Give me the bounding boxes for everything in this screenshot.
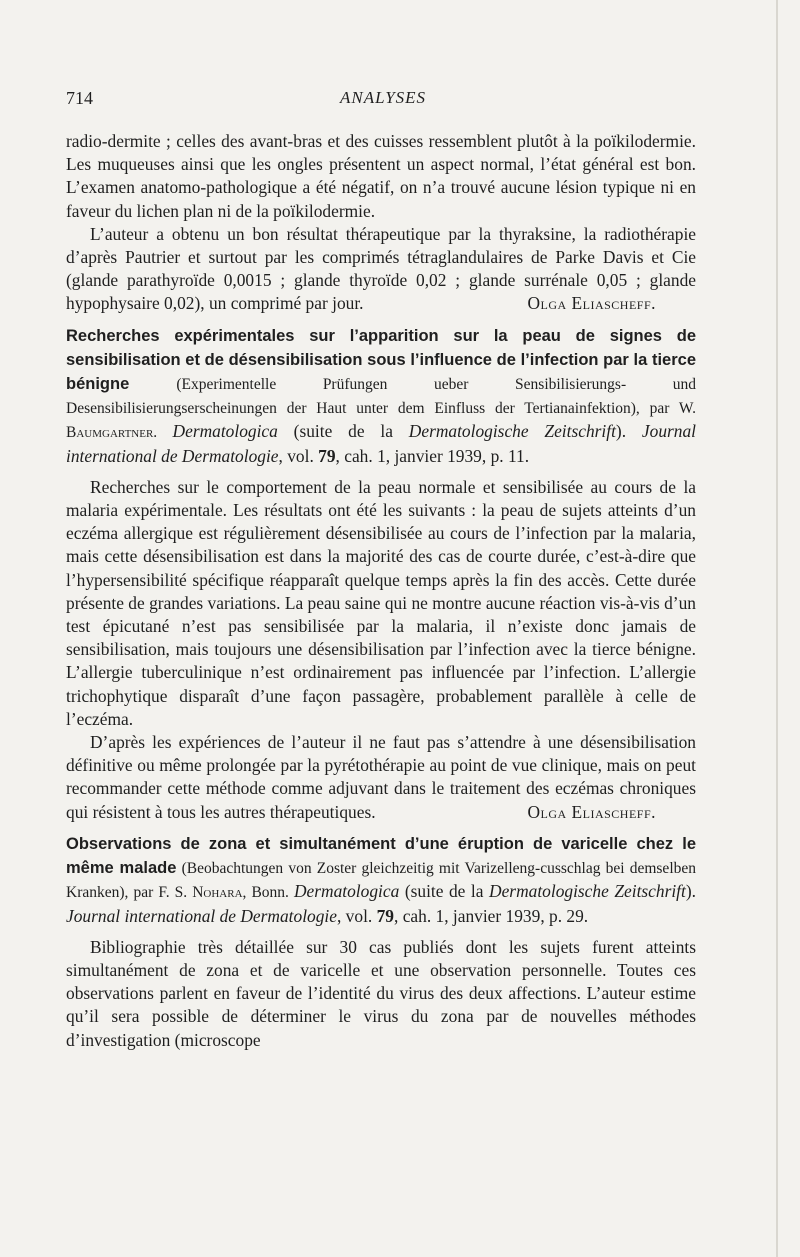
abstract-2-journal: Dermatologica (293, 881, 400, 902)
abstract-2-german-title: (Beobachtungen von Zoster gleichzeitig mit Varizelleng-cusschlag bei demselben Kranken), par F. S. (66, 860, 697, 902)
abstract-2-journal-international: Journal international de Dermatologie (66, 905, 337, 926)
abstract-1-issue: , cah. 1, janvier 1939, p. 11. (335, 445, 530, 466)
abstract-1-suite-journal: Dermatologische Zeitschrift (408, 421, 616, 442)
abstract-1-title: Recherches expérimentales sur l’apparition sur la peau de signes de sensibilisation et de désensibilisation sous l’influence de l’infection par la tierce bénigne (66, 326, 696, 394)
abstract-2-suite-journal: Dermatologische Zeitschrift (489, 881, 686, 902)
abstract-1-author: Baumgartner (66, 424, 154, 442)
paragraph-treatment-text: L’auteur a obtenu un bon résultat thérapeutique par la thyraksine, la radiothérapie d’après Pautrier et surtout par les comprimés tétraglandulaires de Parke Davis et Cie (glande parathyroïde 0,0015 ; glande thyroïde 0,02 ; glande surrénale 0,05 ; glande hypophysaire 0,02), un comprimé par jour. (66, 223, 696, 314)
running-title: ANALYSES (339, 88, 427, 107)
abstract-1-volume: 79 (318, 445, 336, 466)
abstract-2-author: Nohara (192, 884, 243, 902)
page-body (66, 130, 696, 1052)
paragraph-conclusion-text: D’après les expériences de l’auteur il ne faut pas s’attendre à une désensibilisation définitive ou même prolongée par la pyrétothérapie au point de vue clinique, mais on peut recommander cette méthode comme adjuvant dans le traitement des eczémas chroniques qui résistent à tous les autres thérapeutiques. (66, 732, 696, 822)
abstract-2-volume: 79 (376, 905, 394, 926)
abstract-2-issue: , cah. 1, janvier 1939, p. 29. (394, 905, 589, 926)
page-header (66, 88, 700, 112)
abstract-1-journal: Dermatologica (172, 421, 278, 442)
paragraph-continued: radio-dermite ; celles des avant-bras et des cuisses ressemblent plutôt à la poïkilodermie. Les muqueuses ainsi que les ongles présentent un aspect normal, l’état général est bon. L’examen anatomo-pathologique a été négatif, on n’a trouvé aucune lésion typique ni en faveur du lichen plan ni de la poïkilodermie. (66, 131, 696, 221)
abstract-1-journal-international: Journal international de Dermatologie (66, 421, 697, 466)
abstract-2-title: Observations de zona et simultanément d’une éruption de varicelle chez le même malade (66, 834, 696, 878)
paragraph-conclusion (66, 731, 696, 824)
signature-1: Olga Eliascheff. (527, 293, 656, 314)
paragraph-results: Recherches sur le comportement de la peau normale et sensibilisée au cours de la malaria expérimentale. Les résultats ont été les suivants : la peau de sujets atteints d’un eczéma allergique est régulièrement désensibilisée au cours de l’infection par la malaria, mais cette désensibilisation est dans la majorité des cas de courte durée, c’est-à-dire que l’hypersensibilité spécifique réapparaît quelque temps après la fin des accès. Cette durée présente de grandes variations. La peau saine qui ne montre aucune réaction vis-à-vis d’un test épicutané n’est pas sensibilisée par la malaria, il n’existe donc jamais de sensibilisation, mais toujours une désensibilisation par l’infection avec la tierce bénigne. L’allergie tuberculinique n’est ordinairement pas influencée par l’infection. L’allergie trichophytique disparaît d’une façon passagère, probablement parallèle à celle de l’eczéma. (66, 476, 696, 729)
abstract-heading-2: Observations de zona et simultanément d’une éruption de varicelle chez le même malade (Beobachtungen von Zoster gleichzeitig mit Varizelleng-cusschlag bei demselben Kranken), par F. S. Nohara, Bonn. Dermatologica (suite de la Dermatologische Zeitschrift). Journal international de Dermatologie, vol. 79, cah. 1, janvier 1939, p. 29. (66, 834, 697, 926)
page-number: 714 (66, 88, 93, 108)
abstract-heading-1: Recherches expérimentales sur l’apparition sur la peau de signes de sensibilisation et de désensibilisation sous l’influence de l’infection par la tierce bénigne (Experimentelle Prüfungen ueber Sensibilisierungs- und Desensibilisierungserscheinungen der Haut unter dem Einfluss der Tertianainfektion), par W. Baumgartner. Dermatologica (suite de la Dermatologische Zeitschrift). Journal international de Dermatologie, vol. 79, cah. 1, janvier 1939, p. 11. (66, 326, 697, 466)
paragraph-treatment (66, 223, 696, 316)
page-edge-shadow (776, 0, 778, 1257)
abstract-2-place: , Bonn. (242, 884, 294, 902)
abstract-1-german-title: (Experimentelle Prüfungen ueber Sensibilisierungs- und Desensibilisierungserscheinungen der Haut unter dem Einfluss der Tertianainfektion), par W. (66, 376, 696, 418)
paragraph-bibliography: Bibliographie très détaillée sur 30 cas publiés dont les sujets furent atteints simultanément de zona et de varicelle et une observation personnelle. Toutes ces observations parlent en faveur de l’identité du virus des deux affections. L’auteur estime qu’il sera possible de déterminer le virus du zona par de nouvelles méthodes d’investigation (microscope (66, 936, 696, 1050)
signature-2: Olga Eliascheff. (527, 801, 656, 822)
